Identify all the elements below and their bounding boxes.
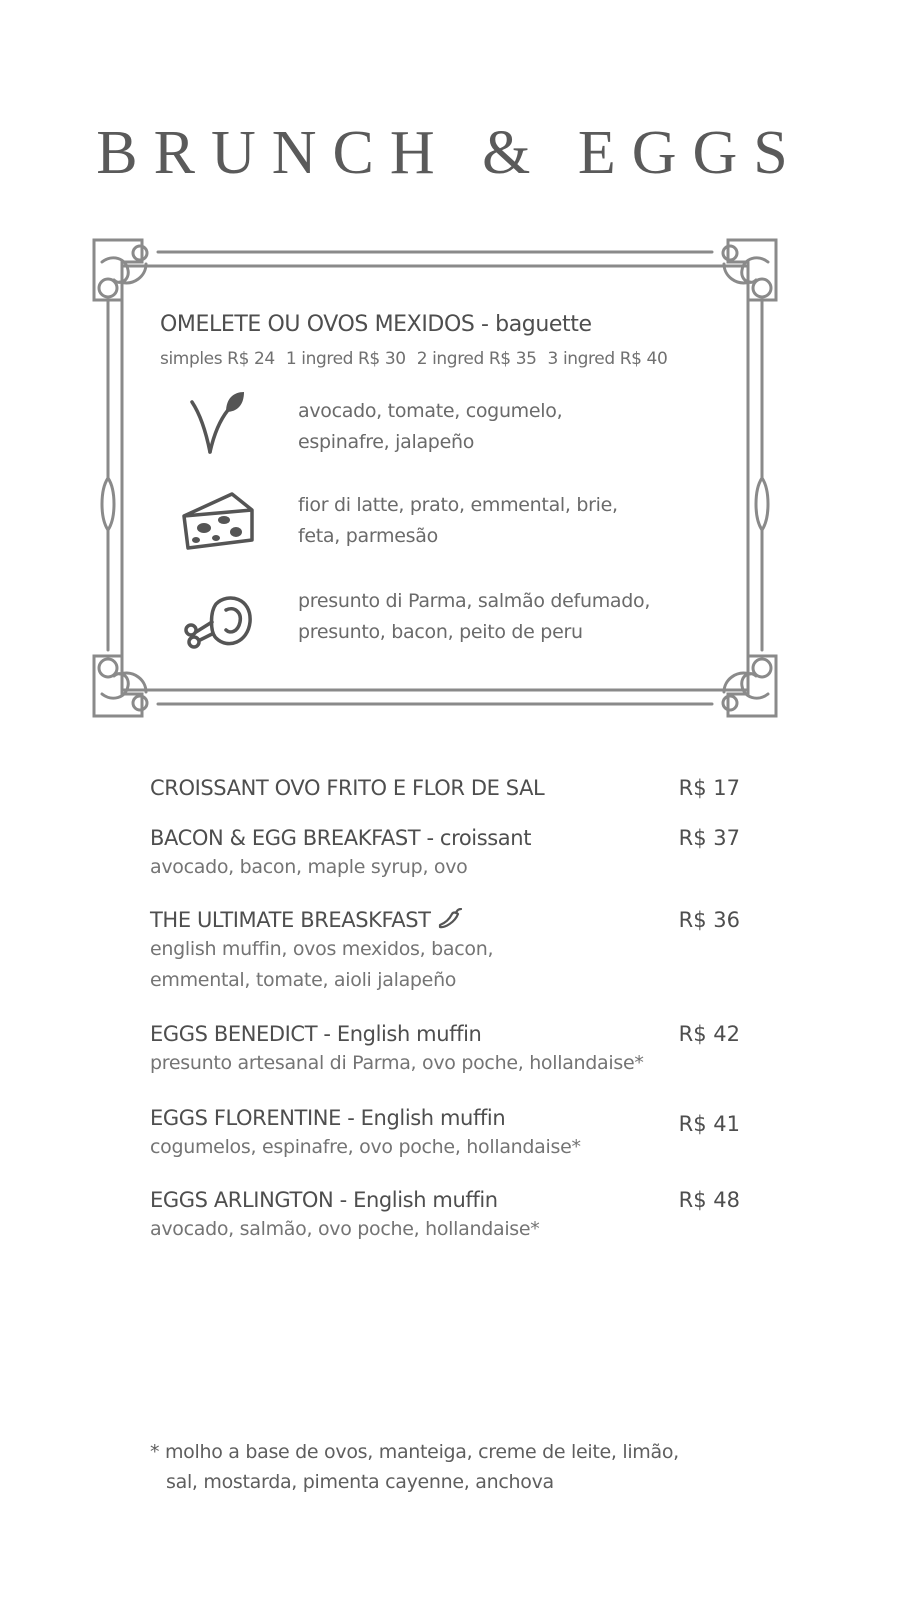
item-description: avocado, bacon, maple syrup, ovo (150, 856, 468, 878)
item-name: EGGS ARLINGTON - English muffin (150, 1188, 498, 1212)
omelete-heading: OMELETE OU OVOS MEXIDOS - baguette (160, 312, 592, 337)
item-name: BACON & EGG BREAKFAST - croissant (150, 826, 532, 850)
menu-item-croissant (150, 774, 740, 802)
omelete-price-list (160, 349, 678, 369)
menu-item-bacon-egg (150, 824, 740, 883)
cheese-options (298, 490, 618, 552)
item-description: presunto artesanal di Parma, ovo poche, hollandaise* (150, 1052, 644, 1074)
footnote (150, 1437, 679, 1497)
ham-leg-icon (182, 592, 254, 650)
item-price: R$ 42 (678, 1022, 740, 1046)
veggie-options (298, 396, 562, 458)
item-description: cogumelos, espinafre, ovo poche, hollandaise* (150, 1136, 581, 1158)
meat-options (298, 586, 650, 648)
item-name: EGGS FLORENTINE - English muffin (150, 1106, 506, 1130)
item-name: EGGS BENEDICT - English muffin (150, 1022, 482, 1046)
option-line: presunto, bacon, peito de peru (298, 621, 583, 643)
menu-item-eggs-florentine (150, 1104, 740, 1163)
item-price: R$ 41 (678, 1112, 740, 1136)
price-option: 2 ingred R$ 35 (416, 349, 537, 369)
chili-pepper-icon (437, 908, 463, 930)
menu-item-eggs-arlington (150, 1186, 740, 1245)
veggie-leaf-icon (188, 390, 246, 456)
item-name: CROISSANT OVO FRITO E FLOR DE SAL (150, 776, 545, 800)
item-name-row (150, 906, 740, 934)
price-option: simples R$ 24 (160, 349, 275, 369)
item-description: avocado, salmão, ovo poche, hollandaise* (150, 1218, 540, 1240)
item-price: R$ 48 (678, 1188, 740, 1212)
price-option: 3 ingred R$ 40 (547, 349, 668, 369)
cheese-icon (180, 488, 256, 552)
item-description: english muffin, ovos mexidos, bacon, (150, 938, 494, 960)
item-description: emmental, tomate, aioli jalapeño (150, 969, 457, 991)
option-line: feta, parmesão (298, 525, 438, 547)
menu-item-ultimate-breakfast (150, 906, 740, 996)
option-line: fior di latte, prato, emmental, brie, (298, 494, 618, 516)
item-price: R$ 36 (678, 908, 740, 932)
menu-title: BRUNCH & EGGS (96, 119, 804, 187)
menu-item-eggs-benedict (150, 1020, 740, 1079)
footnote-line: sal, mostarda, pimenta cayenne, anchova (166, 1471, 554, 1493)
item-name: THE ULTIMATE BREASKFAST (150, 908, 431, 932)
item-price: R$ 37 (678, 826, 740, 850)
item-price: R$ 17 (678, 776, 740, 800)
price-option: 1 ingred R$ 30 (285, 349, 406, 369)
option-line: presunto di Parma, salmão defumado, (298, 590, 651, 612)
option-line: avocado, tomate, cogumelo, (298, 400, 563, 422)
footnote-line: * molho a base de ovos, manteiga, creme de leite, limão, (150, 1441, 679, 1463)
option-line: espinafre, jalapeño (298, 431, 475, 453)
